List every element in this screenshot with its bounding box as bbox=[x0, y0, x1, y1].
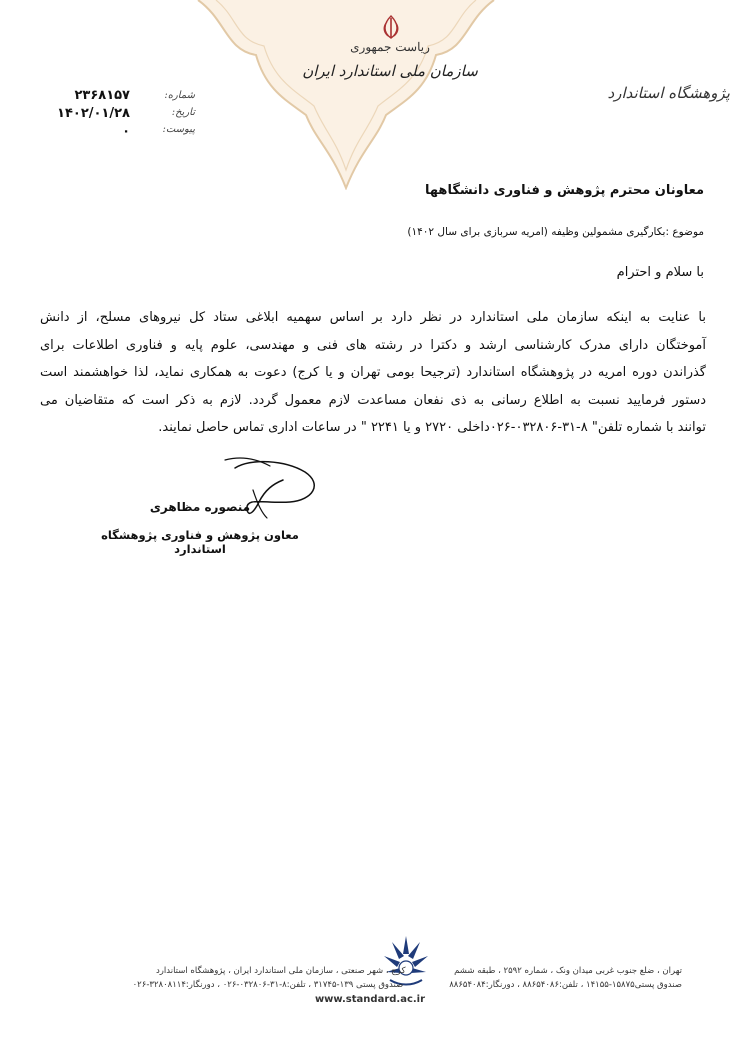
footer-website-link[interactable]: www.standard.ac.ir bbox=[314, 994, 426, 1005]
letter-body bbox=[40, 304, 706, 442]
footer-address-tehran: تهران ، ضلع جنوب غربی میدان ونک ، شماره ۲۵۹۲ ، طبقه ششم bbox=[454, 966, 682, 976]
subject-line: موضوع :بکارگیری مشمولین وظیفه (امریه سربازی برای سال ۱۴۰۲) bbox=[407, 226, 704, 238]
footer-address-line-1 bbox=[122, 966, 682, 976]
footer-address-line-2 bbox=[122, 980, 682, 990]
ref-attachment: ۰ bbox=[122, 124, 130, 139]
org-subtitle: ریاست جمهوری bbox=[350, 40, 430, 54]
signer-title: معاون پژوهش و فناوری پژوهشگاه استاندارد bbox=[101, 528, 299, 556]
body-line: توانند با شماره تلفن" ۸-۳۱-۰۳۲۸۰۶-۰۲۶داخلی ۲۷۲۰ و یا ۲۲۴۱ " در ساعات اداری تماس حاصل نمایند. bbox=[158, 420, 706, 435]
org-name: سازمان ملی استاندارد ایران bbox=[302, 62, 478, 80]
recipient-line: معاونان محترم پژوهش و فناوری دانشگاهها bbox=[424, 183, 704, 198]
ref-number: ۲۳۶۸۱۵۷ bbox=[74, 88, 130, 103]
greeting: با سلام و احترام bbox=[616, 265, 704, 280]
institute-name: پژوهشگاه استاندارد bbox=[607, 84, 730, 102]
body-line: با عنایت به اینکه سازمان ملی استاندارد در نظر دارد بر اساس سهمیه ابلاغی ستاد کل نیروهای مسلح، از دانش bbox=[40, 310, 706, 325]
footer-contact-tehran: صندوق پستی۱۵۸۷۵-۱۴۱۵۵ ، تلفن:۸۸۶۵۴۰۸۶ ، دورنگار:۸۸۶۵۴۰۸۴ bbox=[449, 980, 682, 990]
ref-date-label: تاریخ: bbox=[171, 107, 195, 118]
iran-emblem-icon bbox=[380, 14, 402, 40]
ref-date: ۱۴۰۲/۰۱/۲۸ bbox=[57, 106, 130, 121]
ref-number-label: شماره: bbox=[164, 90, 195, 101]
body-line: آموختگان دارای مدرک کارشناسی ارشد و دکترا در رشته های فنی و مهندسی، علوم پایه و فناوری اطلاعات برای bbox=[40, 337, 706, 353]
footer-contact-karaj: صندوق پستی ۱۳۹-۳۱۷۴۵ ، تلفن:۸-۳۱-۰۳۲۸۰۶-۰۲۶ ، دورنگار:۳۲۸۰۸۱۱۴-۰۲۶ bbox=[132, 980, 404, 990]
signer-name: منصوره مظاهری bbox=[149, 500, 251, 514]
ref-attachment-label: پیوست: bbox=[162, 124, 195, 135]
body-line: گذراندن دوره امریه در پژوهشگاه استاندارد (ترجیحا بومی تهران و یا کرج) دعوت به همکاری نماید، لذا خواهشمند است bbox=[40, 365, 706, 380]
footer-address-karaj: کرج ، شهر صنعتی ، سازمان ملی استاندارد ایران ، پژوهشگاه استاندارد bbox=[155, 966, 406, 976]
body-line: دستور فرمایید نسبت به اطلاع رسانی به ذی نفعان مساعدت لازم معمول گردد. لازم به ذکر است که متقاضیان می bbox=[40, 392, 706, 408]
header-ornament-frame bbox=[196, 0, 496, 190]
